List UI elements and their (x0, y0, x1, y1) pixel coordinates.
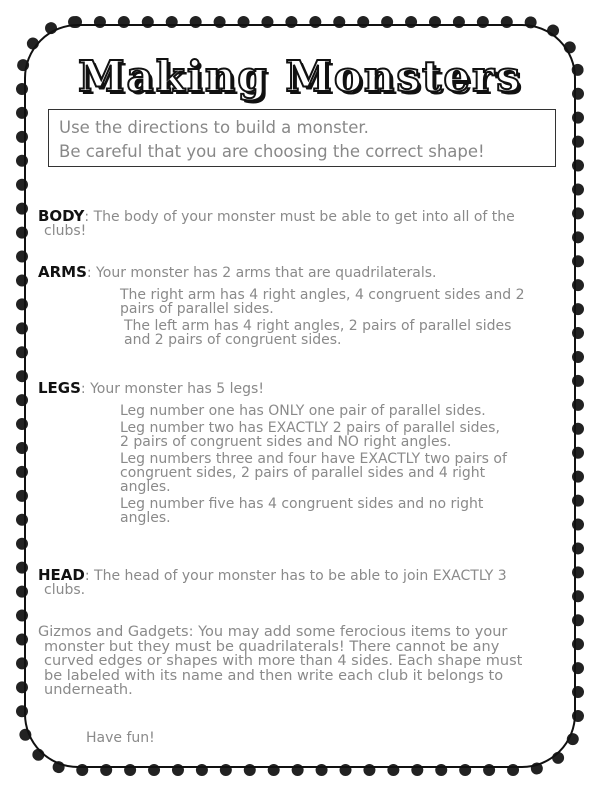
arms-section (38, 265, 566, 347)
arms-text: : Your monster has 2 arms that are quadrilaterals. (86, 265, 437, 281)
leg-line: Leg number one has ONLY one pair of parallel sides. (120, 403, 486, 419)
leg-2-description (120, 421, 566, 449)
right-arm-line: The right arm has 4 right angles, 4 congruent sides and 2 (120, 287, 525, 303)
head-text-cont: clubs. (44, 582, 86, 598)
head-section (38, 568, 566, 597)
body-text-cont: clubs! (44, 223, 87, 239)
intro-line-1: Use the directions to build a monster. (59, 118, 369, 137)
leg-line: Leg numbers three and four have EXACTLY two pairs of (120, 451, 507, 467)
head-label: HEAD (38, 566, 85, 584)
gizmos-line: curved edges or shapes with more than 4 sides. Each shape must (44, 653, 523, 669)
leg-3-4-description (120, 452, 566, 494)
leg-5-description (120, 497, 566, 525)
left-arm-line: The left arm has 4 right angles, 2 pairs of parallel sides (124, 318, 512, 334)
legs-text: : Your monster has 5 legs! (80, 381, 264, 397)
leg-line: congruent sides, 2 pairs of parallel sides and 4 right (120, 465, 486, 481)
leg-1-description (120, 404, 566, 418)
leg-line: 2 pairs of congruent sides and NO right angles. (120, 434, 452, 450)
right-arm-description (120, 288, 566, 316)
gizmos-line: be labeled with its name and then write each club it belongs to (44, 667, 504, 684)
leg-line: angles. (120, 479, 171, 495)
body-label: BODY (38, 207, 85, 225)
body-section (38, 209, 566, 238)
page-title: Making Monsters (78, 52, 522, 101)
body-text: : The body of your monster must be able to get into all of the (84, 209, 515, 225)
left-arm-description (124, 319, 566, 347)
gizmos-line: underneath. (44, 682, 133, 698)
legs-section (38, 381, 566, 525)
gizmos-line: monster but they must be quadrilaterals! There cannot be any (44, 638, 500, 655)
intro-box (48, 109, 556, 167)
gizmos-line: Gizmos and Gadgets: You may add some ferocious items to your (38, 624, 508, 640)
right-arm-line: pairs of parallel sides. (120, 301, 274, 317)
legs-label: LEGS (38, 379, 81, 397)
leg-line: Leg number five has 4 congruent sides and no right (120, 496, 484, 512)
arms-label: ARMS (38, 263, 87, 281)
closing-text: Have fun! (86, 730, 155, 746)
intro-line-2: Be careful that you are choosing the correct shape! (59, 142, 485, 161)
gizmos-section (38, 625, 566, 698)
leg-line: Leg number two has EXACTLY 2 pairs of parallel sides, (120, 420, 500, 436)
head-text: : The head of your monster has to be able to join EXACTLY 3 (84, 568, 507, 584)
leg-line: angles. (120, 510, 171, 526)
left-arm-line: and 2 pairs of congruent sides. (124, 332, 342, 348)
